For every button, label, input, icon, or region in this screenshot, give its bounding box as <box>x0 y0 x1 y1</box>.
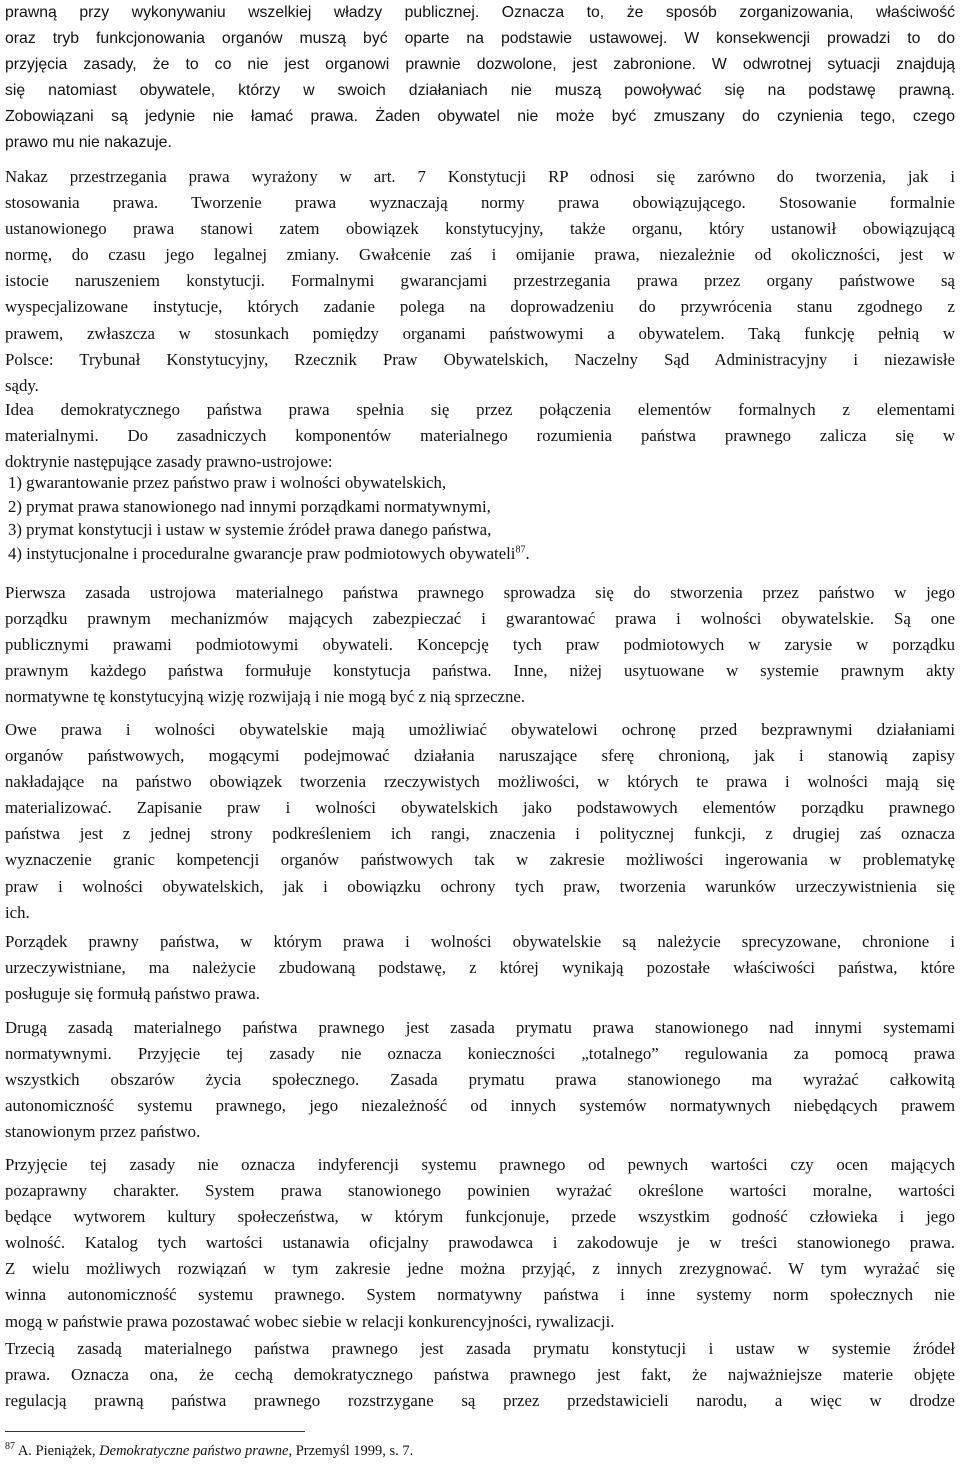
list-item: 2) prymat prawa stanowionego nad innymi porządkami normatywnymi, <box>8 496 491 516</box>
text-line: porządku prawnym mechanizmów mających zabezpieczać i gwarantować prawa i wolności obywatelskie. Są one <box>5 609 955 629</box>
text-line: państwa jest z jednej strony podkreśleniem ich rangi, znaczenia i politycznej funkcji, z drugiej zaś oznacza <box>5 824 955 844</box>
paragraph <box>5 397 955 475</box>
text-line: ustanowionego prawa stanowi zatem obowiązek konstytucyjny, także organu, który ustanowił obowiązującą <box>5 219 955 239</box>
footnote <box>5 1441 413 1461</box>
text-line: wyznaczenie granic kompetencji organów państwowych tak w zakresie możliwości ingerowania w problematykę <box>5 850 955 870</box>
footnote-reference[interactable]: 87 <box>515 543 526 555</box>
text-line: normatywnymi. Przyjęcie tej zasady nie oznacza konieczności „totalnego” regulowania za pomocą prawa <box>5 1044 955 1064</box>
text-line: urzeczywistniane, ma należycie zbudowaną podstawę, z której wynikają pozostałe właściwości państwa, które <box>5 958 955 978</box>
text-line: materialnymi. Do zasadniczych komponentów materialnego rozumienia państwa prawnego zalicza się w <box>5 426 955 446</box>
text-line: normatywne tę konstytucyjną wizję rozwijają i nie mogą być z nią sprzeczne. <box>5 687 526 707</box>
paragraph <box>5 580 955 710</box>
list-item: 1) gwarantowanie przez państwo praw i wolności obywatelskich, <box>8 473 447 492</box>
text-line: normę, do czasu jego legalnej zmiany. Gwałcenie zaś i omijanie prawa, niezależnie od okoliczności, jest w <box>5 245 955 265</box>
text-line: ich. <box>5 902 30 922</box>
text-line: mogą w państwie prawa pozostawać wobec siebie w relacji konkurencyjności, rywalizacji. <box>5 1311 615 1331</box>
text-line: się natomiast obywatele, którzy w swoich działaniach nie muszą powoływać się na podstawę prawną. <box>5 82 955 100</box>
text-line: organów państwowych, mogącymi podejmować działania naruszające sferę chronioną, jak i stanowią zapisy <box>5 746 955 766</box>
list-item-end: . <box>525 543 530 563</box>
footnote-title: Demokratyczne państwo prawne <box>99 1443 289 1459</box>
text-line: stanowionym przez państwo. <box>5 1122 201 1142</box>
list-item-text: 4) instytucjonalne i proceduralne gwarancje praw podmiotowych obywateli <box>8 543 516 563</box>
text-line: posługuje się formułą państwo prawa. <box>5 984 260 1004</box>
text-line: będące wytworem kultury społeczeństwa, w którym funkcjonuje, przede wszystkim godność człowieka i jego <box>5 1207 955 1227</box>
footnote-rest: , Przemyśl 1999, s. 7. <box>288 1443 414 1459</box>
footnote-number: 87 <box>5 1441 15 1453</box>
text-line: Drugą zasadą materialnego państwa prawnego jest zasada prymatu prawa stanowionego nad innymi systemami <box>5 1018 955 1037</box>
text-line: Z wielu możliwych rozwiązań w tym zakresie jedne można przyjąć, z innych zrezygnować. W tym wyrażać się <box>5 1259 955 1279</box>
text-line: przyjęcia zasady, że to co nie jest organowi prawnie dozwolone, jest zabronione. W odwrotnej sytuacji znajdują <box>5 56 955 74</box>
text-line: prawnym każdego państwa formułuje konstytucja państwa. Inne, niżej usytuowane w systemie prawnym akty <box>5 661 955 681</box>
text-line: Trzecią zasadą materialnego państwa prawnego jest zasada prymatu konstytucji i ustaw w systemie źródeł <box>5 1339 955 1358</box>
paragraph <box>5 1152 955 1335</box>
text-line: prawo mu nie nakazuje. <box>5 134 172 152</box>
text-line: Porządek prawny państwa, w którym prawa i wolności obywatelskie są należycie sprecyzowane, chronione i <box>5 932 955 951</box>
paragraph <box>5 1015 955 1145</box>
text-line: publicznymi prawami podmiotowymi obywateli. Koncepcję tych praw podmiotowych w zarysie w porządku <box>5 635 955 655</box>
list-item: 3) prymat konstytucji i ustaw w systemie źródeł prawa danego państwa, <box>8 520 492 539</box>
text-line: materializować. Zapisanie praw i wolności obywatelskich jako podstawowych elementów porządku prawnego <box>5 798 955 818</box>
text-line: stosowania prawa. Tworzenie prawa wyznaczają normy prawa obowiązującego. Stosowanie formalnie <box>5 193 955 213</box>
text-line: istocie naruszeniem konstytucji. Formalnymi gwarancjami przestrzegania prawa przez organy państwowe są <box>5 271 955 291</box>
text-line: doktrynie następujące zasady prawno-ustrojowe: <box>5 452 333 472</box>
text-line: Idea demokratycznego państwa prawa spełnia się przez połączenia elementów formalnych z elementami <box>5 400 955 419</box>
text-line: oraz tryb funkcjonowania organów muszą być oparte na podstawie ustawowej. W konsekwencji prowadzi to do <box>5 30 955 48</box>
text-line: prawa. Oznacza ona, że cechą demokratycznego państwa prawnego jest fakt, że najważniejsze materie objęte <box>5 1365 955 1385</box>
list-item <box>8 542 948 566</box>
text-line: wolność. Katalog tych wartości ustanawia oficjalny prawodawca i zakodowuje je w treści stanowionego prawa. <box>5 1233 955 1253</box>
text-line: Przyjęcie tej zasady nie oznacza indyferencji systemu prawnego od pewnych wartości czy ocen mających <box>5 1155 955 1174</box>
text-line: Owe prawa i wolności obywatelskie mają umożliwiać obywatelowi ochronę przed bezprawnymi działaniami <box>5 720 955 739</box>
text-line: Pierwsza zasada ustrojowa materialnego państwa prawnego sprowadza się do stworzenia przez państwo w jego <box>5 583 955 602</box>
text-line: autonomiczność systemu prawnego, jego niezależność od innych systemów normatywnych niebędących prawem <box>5 1096 955 1116</box>
text-line: wyspecjalizowane instytucje, których zadanie polega na doprowadzeniu do przywrócenia stanu zgodnego z <box>5 297 955 317</box>
text-line: praw i wolności obywatelskich, jak i obowiązku ochrony tych praw, tworzenia warunków urzeczywistnienia się <box>5 876 955 896</box>
paragraph <box>5 0 955 157</box>
principles-list <box>8 471 948 565</box>
footnote-author: A. Pieniążek, <box>17 1443 96 1459</box>
text-line: prawną przy wykonywaniu wszelkiej władzy publicznej. Oznacza to, że sposób zorganizowania, właściwość <box>5 4 955 21</box>
text-line: regulacją prawną państwa prawnego rozstrzygane są przez przedstawicieli narodu, a więc w drodze <box>5 1391 955 1411</box>
text-line: nakładające na państwo obowiązek tworzenia rzeczywistych możliwości, w których te prawa i wolności mają się <box>5 772 955 792</box>
paragraph <box>5 164 955 399</box>
footnote-separator <box>5 1431 305 1432</box>
paragraph <box>5 1336 955 1414</box>
text-line: Zobowiązani są jedynie nie łamać prawa. Żaden obywatel nie może być zmuszany do czynienia tego, czego <box>5 108 955 126</box>
text-line: winna autonomiczność systemu prawnego. System normatywny państwa i inne systemy norm społecznych nie <box>5 1285 955 1305</box>
paragraph <box>5 929 955 1007</box>
text-line: wszystkich obszarów życia społecznego. Zasada prymatu prawa stanowionego ma wyrażać całkowitą <box>5 1070 955 1090</box>
text-line: pozaprawny charakter. System prawa stanowionego powinien wyrażać określone wartości moralne, wartości <box>5 1181 955 1201</box>
text-line: sądy. <box>5 375 39 395</box>
paragraph <box>5 717 955 926</box>
text-line: Polsce: Trybunał Konstytucyjny, Rzecznik Praw Obywatelskich, Naczelny Sąd Administracyjny i niezawisłe <box>5 349 955 369</box>
text-line: prawem, zwłaszcza w stosunkach pomiędzy organami państwowymi a obywatelem. Taką funkcję pełnią w <box>5 323 955 343</box>
text-line: Nakaz przestrzegania prawa wyrażony w art. 7 Konstytucji RP odnosi się zarówno do tworzenia, jak i <box>5 167 955 186</box>
